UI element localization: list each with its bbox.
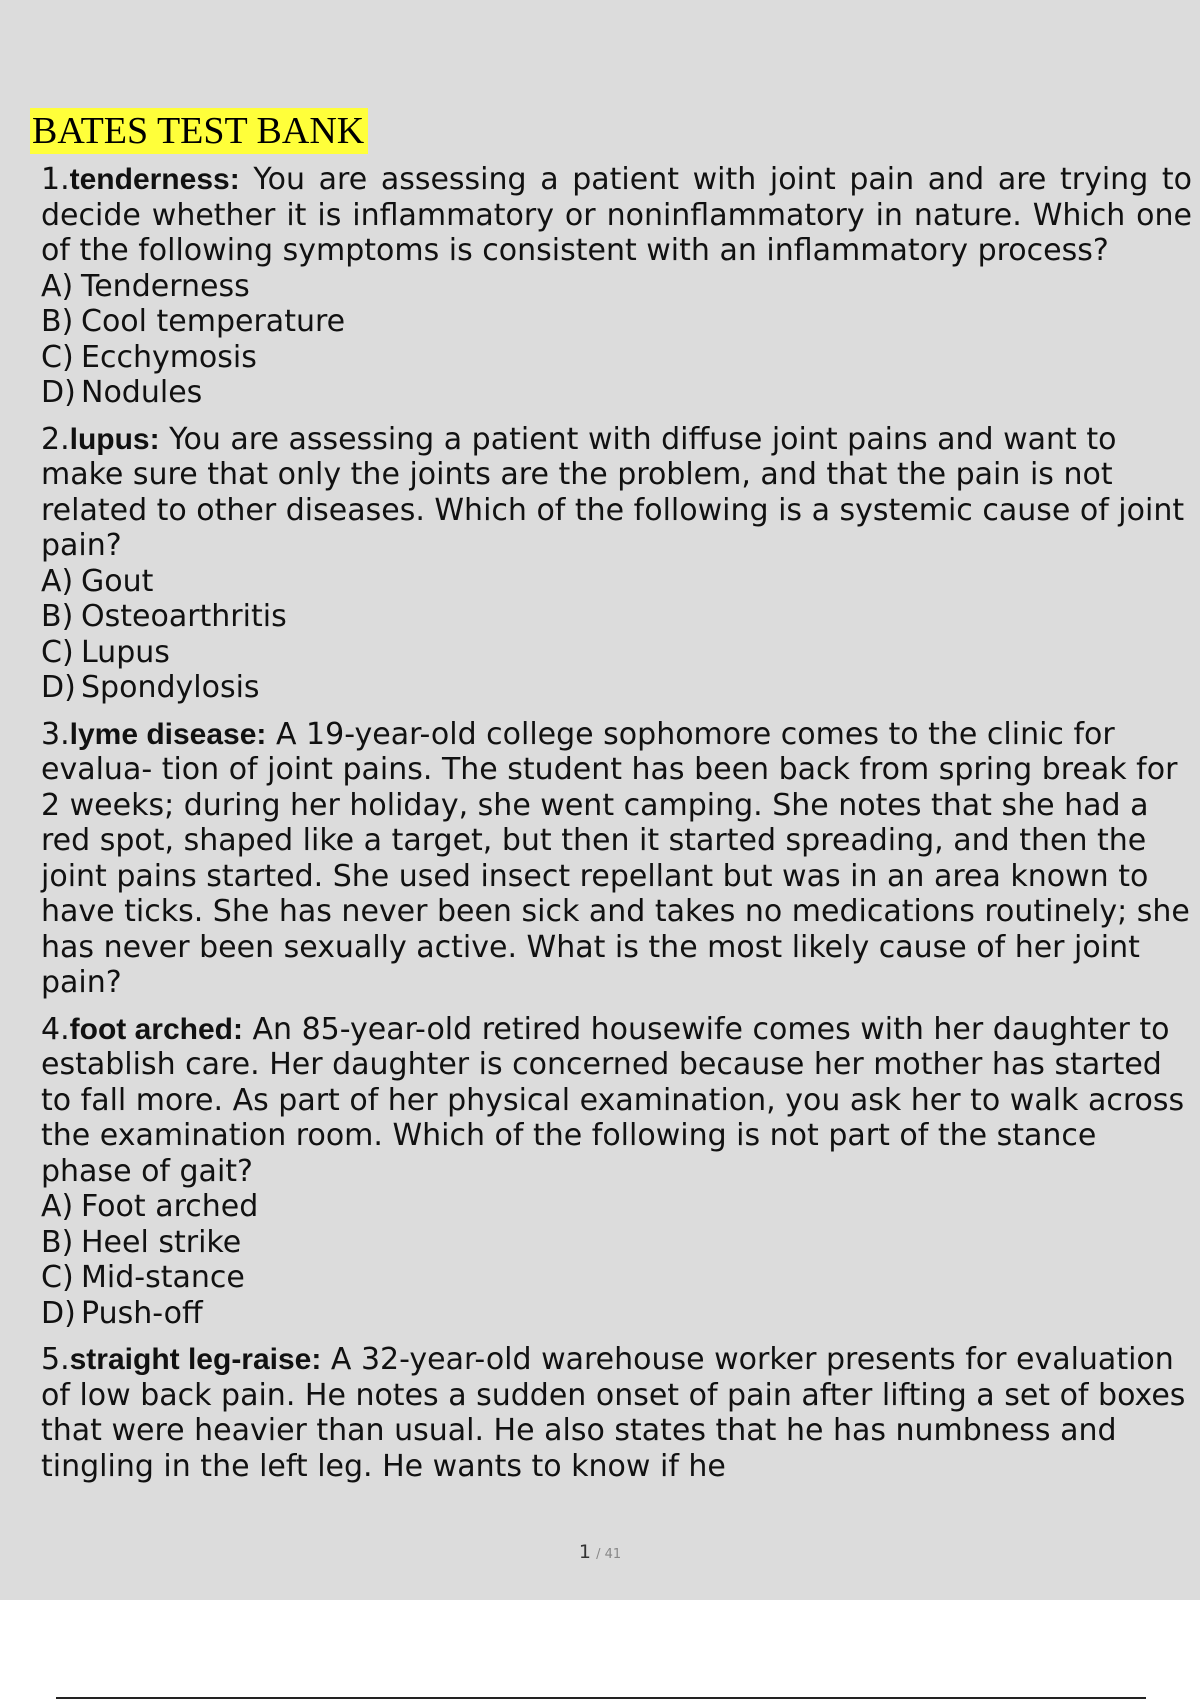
answer-option (41, 1296, 1192, 1332)
question-term: lupus: (69, 422, 160, 456)
question-stem (41, 1342, 1192, 1484)
option-letter: B) (41, 304, 74, 339)
option-text: Ecchymosis (81, 339, 257, 375)
question-stem (41, 422, 1192, 564)
answer-option (41, 269, 1192, 305)
option-text: Osteoarthritis (81, 599, 287, 634)
option-text: Spondylosis (81, 670, 260, 705)
title-block (30, 108, 368, 154)
answer-option (41, 1189, 1192, 1225)
answer-option (41, 340, 1192, 376)
option-text: Mid-stance (81, 1260, 245, 1295)
question-term: tenderness: (69, 163, 240, 196)
question-number: 4. (41, 1011, 70, 1047)
question-stem (41, 717, 1192, 1001)
option-letter: D) (41, 375, 76, 410)
question-text: You are assessing a patient with joint pain and are trying to decide whether it is inflammatory or noninflammatory in nature. Which one of the following symptoms is consistent with an inflammatory process? (41, 162, 1192, 268)
document-title: BATES TEST BANK (30, 108, 368, 154)
page-number-total: / 41 (596, 1547, 622, 1562)
question-text: A 19-year-old college sophomore comes to the clinic for evalua- tion of joint pains. The student has been back from spring break for 2 weeks; during her holiday, she went camping. She notes that she had a red spot, shaped like a target, but then it started spreading, and then the joint pains started. She used insect repellant but was in an area known to have ticks. She has never been sick and takes no medications routinely; she has never been sexually active. What is the most likely cause of her joint pain? (41, 716, 1190, 1000)
option-letter: C) (41, 1260, 74, 1295)
answer-option (41, 670, 1192, 706)
option-text: Gout (81, 563, 154, 599)
answer-option (41, 304, 1192, 340)
option-text: Nodules (81, 375, 203, 410)
option-letter: A) (41, 268, 74, 304)
option-text: Push-off (81, 1295, 203, 1331)
option-text: Tenderness (81, 268, 250, 304)
page-number-current: 1 (578, 1541, 591, 1563)
option-letter: B) (41, 1224, 74, 1260)
option-text: Cool temperature (81, 304, 346, 339)
question-item (41, 1342, 1192, 1484)
option-letter: A) (41, 563, 74, 599)
question-item (41, 717, 1192, 1001)
question-number: 2. (41, 421, 70, 457)
question-number: 3. (41, 716, 70, 752)
option-letter: D) (41, 670, 76, 705)
bottom-divider (56, 1697, 1146, 1699)
question-list (41, 162, 1192, 1495)
question-text: You are assessing a patient with diffuse joint pains and want to make sure that only the joints are the problem, and that the pain is not related to other diseases. Which of the following is a systemic cause of joint pain? (41, 421, 1185, 563)
question-item (41, 1012, 1192, 1332)
option-text: Foot arched (81, 1189, 259, 1224)
answer-option (41, 1260, 1192, 1296)
question-item (41, 162, 1192, 411)
page-indicator (0, 1541, 1200, 1563)
answer-option (41, 599, 1192, 635)
option-letter: B) (41, 599, 74, 634)
question-stem (41, 1012, 1192, 1190)
question-text: An 85-year-old retired housewife comes with her daughter to establish care. Her daughter is concerned because her mother has started to fall more. As part of her physical examination, you ask her to walk across the examination room. Which of the following is not part of the stance phase of gait? (41, 1011, 1185, 1189)
answer-option (41, 564, 1192, 600)
question-number: 1. (41, 162, 70, 197)
question-term: foot arched: (69, 1012, 243, 1046)
option-letter: D) (41, 1295, 76, 1331)
answer-option (41, 635, 1192, 671)
answer-option (41, 375, 1192, 411)
option-letter: A) (41, 1189, 74, 1224)
option-letter: C) (41, 634, 74, 670)
answer-option (41, 1225, 1192, 1261)
question-number: 5. (41, 1342, 70, 1377)
option-text: Lupus (81, 634, 170, 670)
question-text: A 32-year-old warehouse worker presents for evaluation of low back pain. He notes a sudden onset of pain after lifting a set of boxes that were heavier than usual. He also states that he has numbness and tingling in the left leg. He wants to know if he (41, 1342, 1186, 1484)
option-text: Heel strike (81, 1224, 242, 1260)
question-stem (41, 162, 1192, 269)
question-term: lyme disease: (69, 717, 267, 751)
option-letter: C) (41, 339, 74, 375)
question-item (41, 422, 1192, 706)
question-term: straight leg-raise: (69, 1343, 322, 1376)
